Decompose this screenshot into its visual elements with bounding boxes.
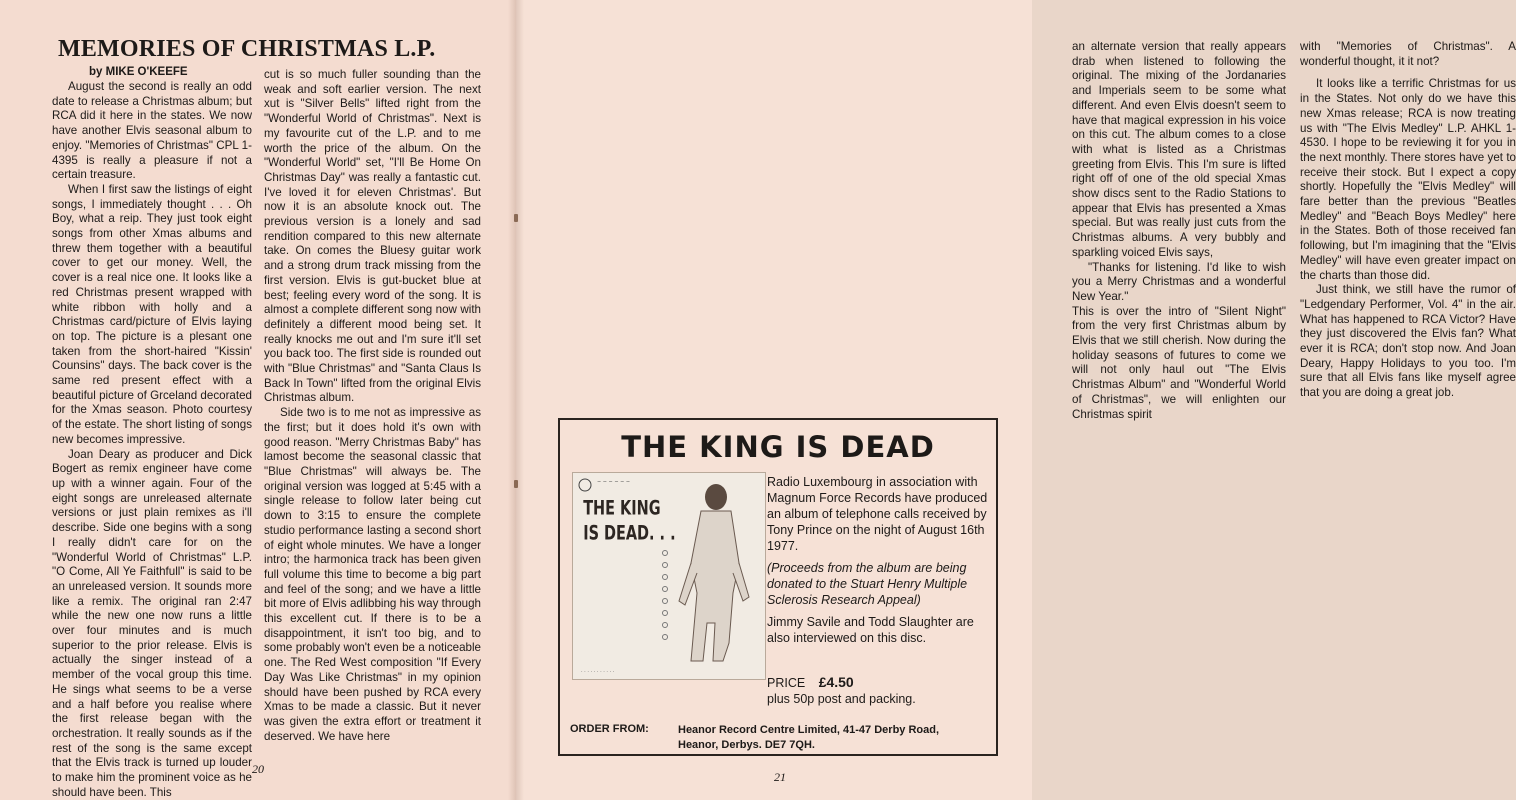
price-label: PRICE [767,676,806,690]
quote-paragraph: "Thanks for listening. I'd like to wish you a Merry Christmas and a wonderful New Year." [1072,260,1286,303]
order-from-label: ORDER FROM: [570,723,649,735]
price-value: £4.50 [818,674,854,690]
paragraph: Just think, we still have the rumor of "Ledgendary Performer, Vol. 4" in the air. What has happened to RCA Victor? Have they just discovered the Elvis fan? What ever it is RCA; don't stop now. And Joan Deary, Happy Holidays to you too. I'm sure that all Elvis fans like myself agree that you are doing a great job. [1300,283,1516,400]
paragraph: It looks like a terrific Christmas for us in the States. Not only do we have this new Xmas release; RCA is now treating us with "The Elvis Medley" L.P. AHKL 1-4530. I hope to be reviewing it for you in the next monthly. There stores have yet to receive their stock. But I expect a copy shortly. Hopefully the "Elvis Medley" will fare better than the previous "Beatles Medley" and "Beach Boys Medley" here in the States. Both of those received fan following, but I'm imagining that the "Elvis Medley" will have even greater impact on the charts than those did. [1300,77,1516,282]
order-address-line2: Heanor, Derbys. DE7 7QH. [678,739,815,751]
paragraph: Side two is to me not as impressive as the first; but it does hold it's own with good reason. "Merry Christmas Baby" has lamost become the seasonal classic that "Blue Christmas" will always be. The original version was logged at 5:45 with a single release to follow later being cut down to 3:15 to ensure the complete studio performance lasting a second short of eight whole minutes. We have a longer intro; the harmonica track has been given full volume this time to become a big part and feel of the song; and we have a little bit more of Elvis adlibbing his way through this excellent cut. If there is to be a disappointment, it isn't too big, and to some probably won't even be a noticeable one. The Red West composition "If Every Day Was Like Christmas" in my opinion should have been pushed by RCA every Xmas to be made a classic. But it never was given the extra effort or treatment it deserved. We have here [264,406,481,743]
article-column-2 [264,68,481,744]
album-cover-art [573,473,765,679]
page-left [0,0,516,800]
paragraph: When I first saw the listings of eight songs, I immediately thought . . . Oh Boy, what a reip. They just took eight songs from other Xmas albums and threw them together with a beautiful cover to get our money. Well, the cover is a real nice one. It looks like a red Christmas present wrapped with white ribbon with holly and a Christmas card/picture of Elvis laying on top. The picture is a plesant one taken from the short-haired "Kissin' Counsins" days. The back cover is the same red present effect with a beautiful picture of Grceland decorated for the Xmas season. Photo courtesy of the estate. The short listing of songs new becomes impressive. [52,182,252,446]
article-column-4 [1300,40,1516,401]
article-column-3 [1072,40,1286,422]
ad-description [767,474,989,652]
ad-paragraph: Radio Luxembourg in association with Magnum Force Records have produced an album of telephone calls received by Tony Prince on the night of August 16th 1977. [767,475,988,553]
price-line [767,674,854,690]
svg-text:~ ~ ~ ~ ~ ~: ~ ~ ~ ~ ~ ~ [597,479,631,485]
page-number-left: 20 [252,762,264,776]
paragraph: an alternate version that really appears drab when listened to following the original. The mixing of the Jordanaries and Imperials seem to be some what different. And even Elvis doesn't seem to have that magical expression in his voice on this cut. The album comes to a close with what is listed as a Christmas greeting from Elvis. This I'm sure is lifted right off of one of the old special Xmas show discs sent to the Radio Stations to appear that Elvis has presented a Xmas special. But was really just cuts from the Christmas albums. A very bubbly and sparkling voiced Elvis says, [1072,40,1286,259]
cover-title-line1: THE KING [583,497,661,521]
ad-title: THE KING IS DEAD [621,430,935,464]
page-number-right: 21 [774,770,786,784]
figure-head [705,484,727,510]
paragraph: Joan Deary as producer and Dick Bogert as remix engineer have come up with a winner again. Four of the eight songs are unreleased alternate versions or just plain remixes as i'll describe. Side one begins with a song I really didn't care for on the "Wonderful World of Christmas" L.P. "O Come, All Ye Faithfull" is said to be an unreleased version. It sounds more like a remix. The original ran 2:47 while the new one now runs a little over four minutes and is much superior to the prior release. Elvis is actually the singer instead of a member of the vocal group this time. He sings what seems to be a verse and a half before you realise where the first release began with the orchestration. It really sounds as if the rest of the song is the same except that the Elvis track is turned up louder to make him the prominent voice as he should have been. This [52,447,252,799]
order-address [678,723,939,753]
svg-text:· · · · · · · · · · ·: · · · · · · · · · · · [581,669,615,675]
ad-paragraph: Jimmy Savile and Todd Slaughter are also interviewed on this disc. [767,615,974,645]
article-title: MEMORIES OF CHRISTMAS L.P. [58,36,436,62]
album-cover-image [572,472,766,680]
ad-proceeds-note: (Proceeds from the album are being donated to the Stuart Henry Multiple Sclerosis Research Appeal) [767,561,968,607]
paragraph: August the second is really an odd date to release a Christmas album; but RCA did it here in the states. We now have another Elvis seasonal album to enjoy. "Memories of Christmas" CPL 1-4395 is really a pleasure if not a certain treasure. [52,80,252,182]
paragraph: with "Memories of Christmas". A wonderful thought, it it not? [1300,40,1516,68]
order-address-line1: Heanor Record Centre Limited, 41-47 Derby Road, [678,724,940,736]
staple-icon [514,214,518,222]
advertisement-box [558,418,998,756]
cover-title-line2: IS DEAD. . . [583,522,676,546]
paragraph: cut is so much fuller sounding than the weak and soft earlier version. The next xut is "Silver Bells" lifted right from the "Wonderful World of Christmas". Next is my favourite cut of the L.P. and to me worth the price of the album. On the "Wonderful World" set, "I'll Be Home On Christmas Day" was really a fantastic cut. I've loved it for eleven Christmas'. But now it is an absolute knock out. The previous version is a lonely and sad rendition compared to this new alternate take. On comes the Bluesy guitar work and a strong drum track missing from the first version. Elvis is gut-bucket blue at best; feeling every word of the song. It is almost a complete different song now with definitely a different mood being set. It really knocks me out and I'm sure it'll set you back too. The first side is rounded out with "Blue Christmas" and "Santa Claus Is Back In Town" lifted from the original Elvis Christmas album. [264,68,481,405]
postage-line: plus 50p post and packing. [767,692,916,706]
spine-gutter [508,0,524,800]
byline: by MIKE O'KEEFE [89,66,188,78]
paragraph: This is over the intro of "Silent Night" from the very first Christmas album by Elvis that we still cherish. Now during the holiday seasons of futures to come we will not only haul out "The Elvis Christmas Album" and "Wonderful World of Christmas", we will enlighten our Christmas spirit [1072,304,1286,421]
article-column-1 [52,80,252,800]
staple-icon [514,480,518,488]
